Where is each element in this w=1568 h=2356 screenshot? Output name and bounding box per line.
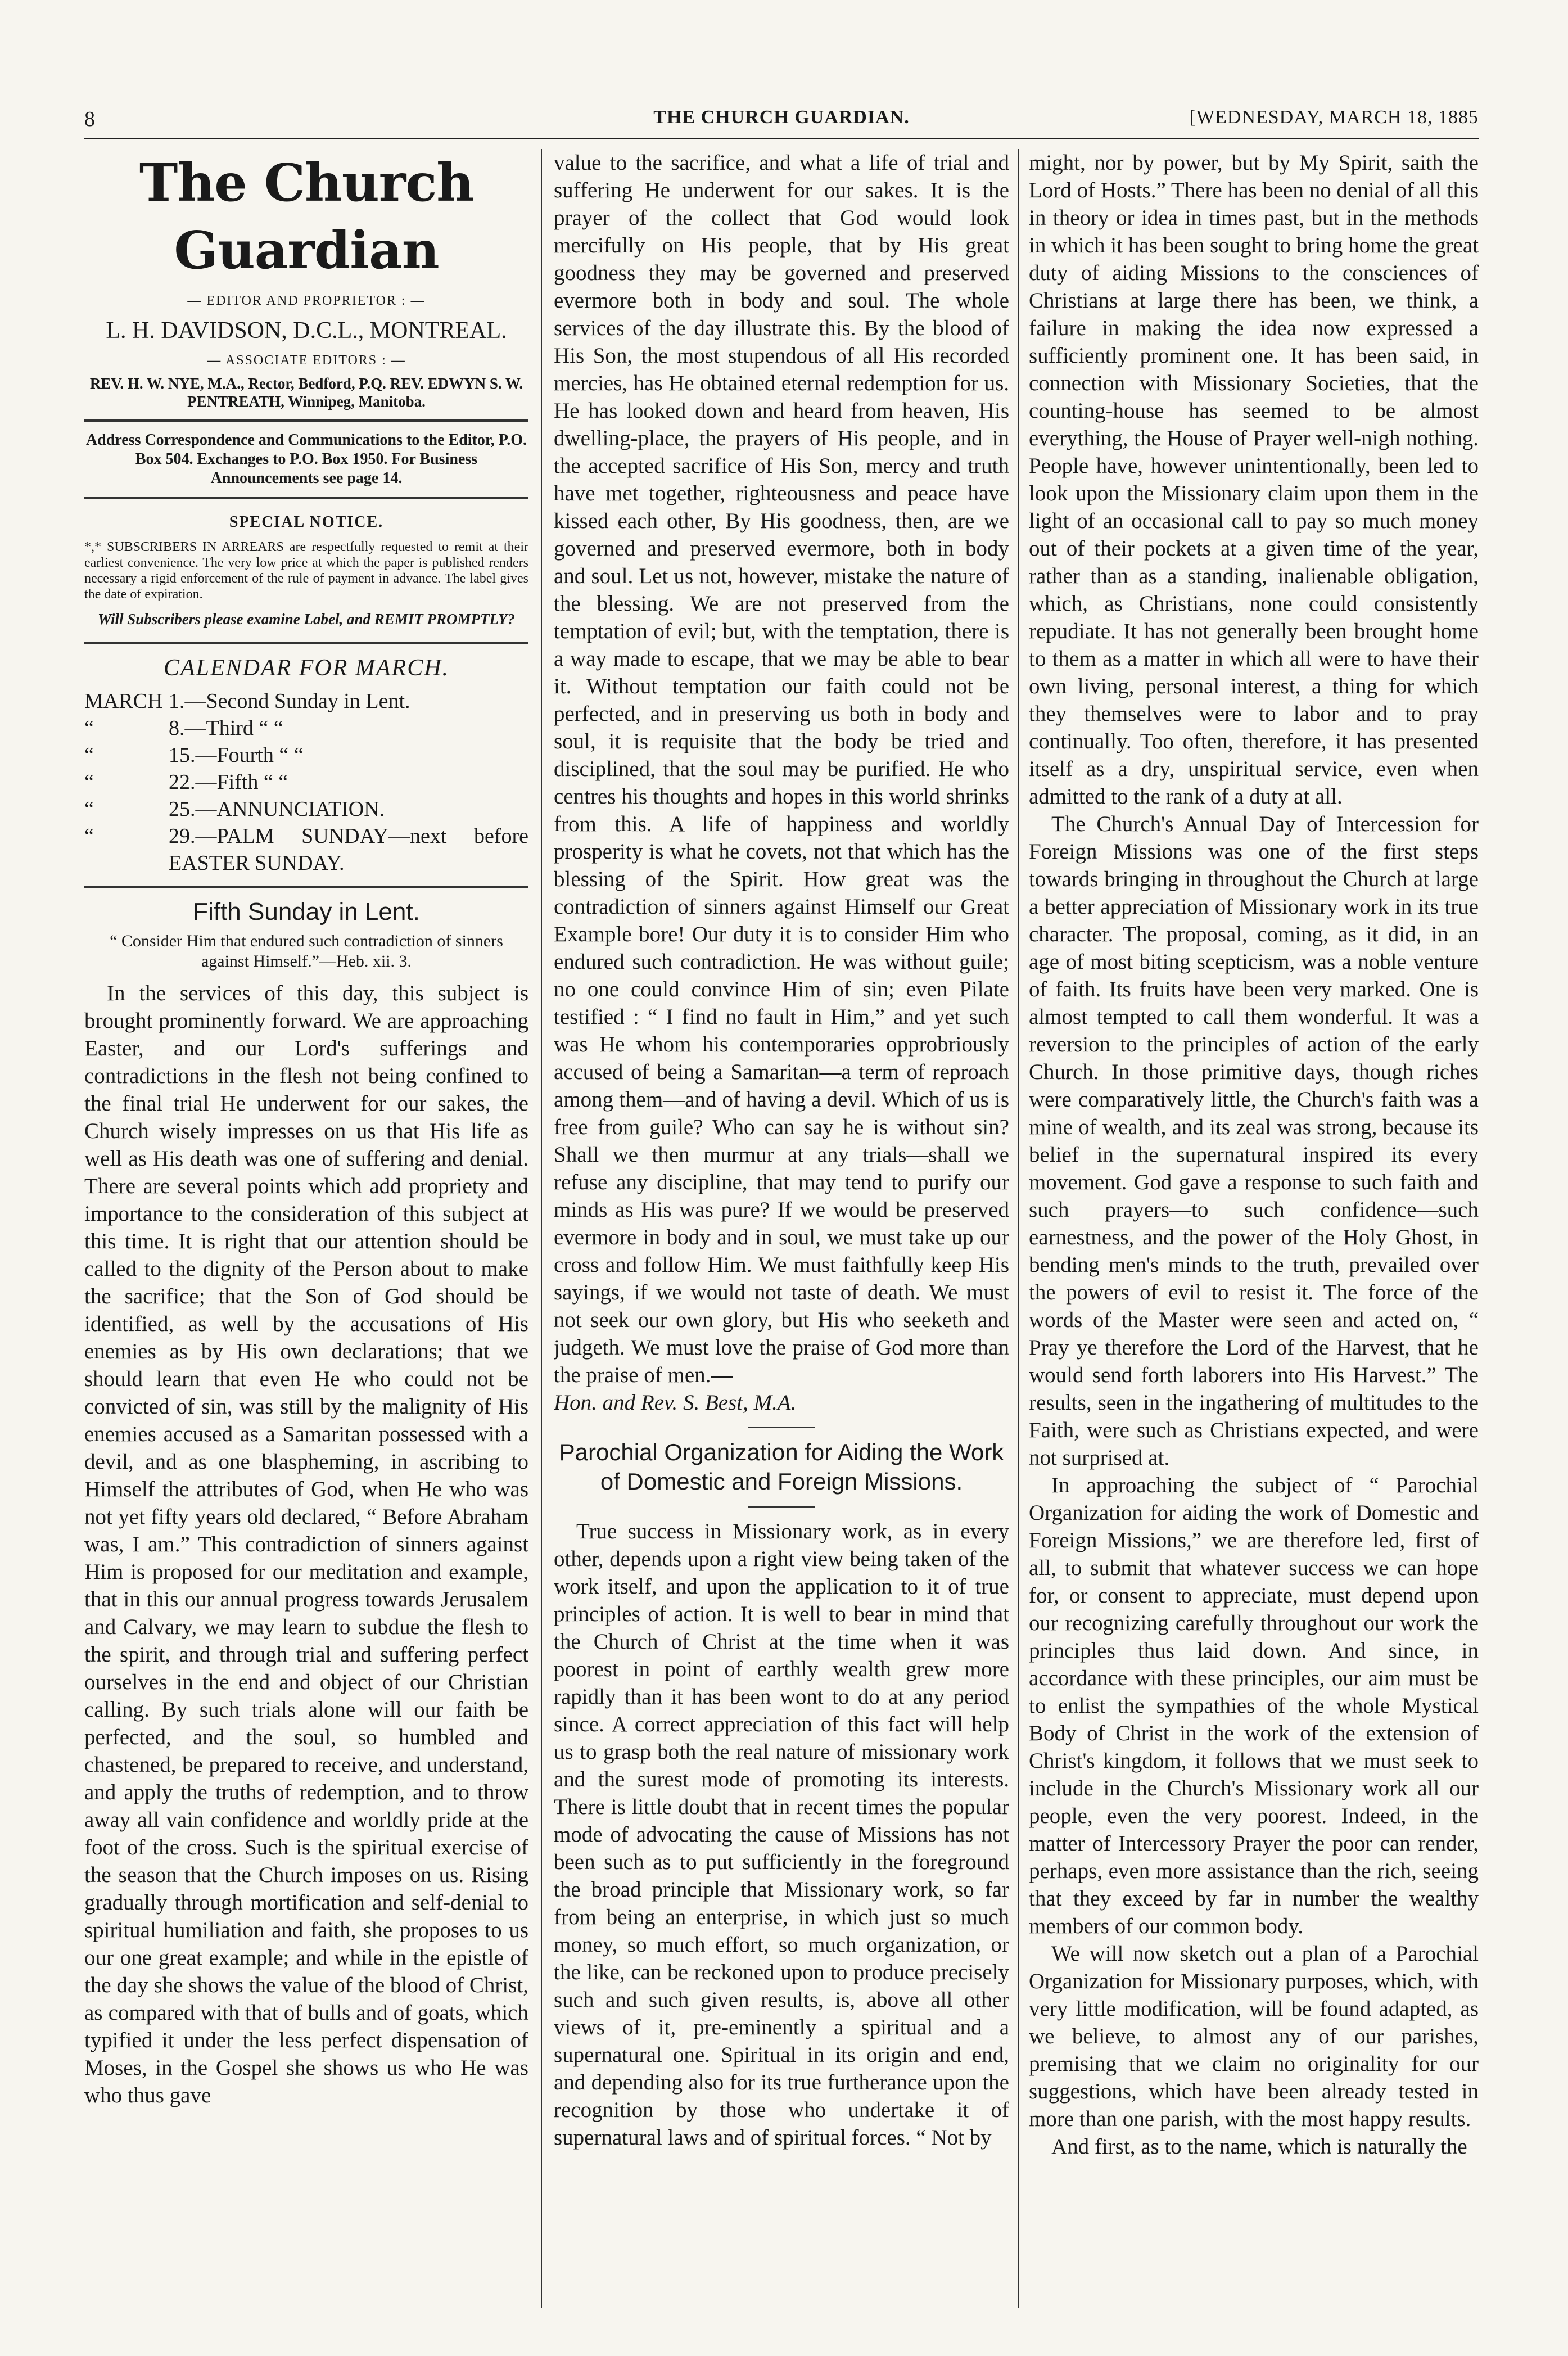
associates-label: — ASSOCIATE EDITORS : —: [207, 353, 406, 368]
calendar-entry: 22.—Fifth “ “: [169, 770, 288, 794]
special-notice-heading: SPECIAL NOTICE.: [229, 513, 384, 531]
special-notice-emphasis: Will Subscribers please examine Label, and REMIT PROMPTLY?: [98, 611, 515, 628]
column-3: [1029, 149, 1479, 2308]
divider: [748, 1427, 815, 1428]
column-1: [84, 149, 528, 2308]
calendar-month: “: [84, 824, 94, 848]
article-paragraph: We will now sketch out a plan of a Parochial Organization for Missionary purposes, which, with very little modification, will be found adapted, as we believe, to almost any of our parishes, premising that we claim no originality for our suggestions, which have been already tested in more than one parish, with the most happy results.: [1029, 1942, 1479, 2131]
masthead-title: The Church Guardian: [139, 152, 474, 281]
article-paragraph: value to the sacrifice, and what a life of trial and suffering He underwent for our sakes. It is the prayer of the collect that God would look mercifully on His people, that by His great goodness they may be governed and preserved evermore both in body and soul. The whole services of the day illustrate this. By the blood of His Son, the most stupendous of all His recorded mercies, has He obtained eternal redemption for us. He has looked down and heard from heaven, His dwelling-place, the prayers of His people, and in the accepted sacrifice of His Son, mercy and truth have met together, righteousness and peace have kissed each other, By His goodness, then, are we governed and preserved evermore, both in body and soul. Let us not, however, mistake the nature of the blessing. We are not preserved from the temptation of evil; but, with the temptation, there is a way made to escape, that we may be able to bear it. Without temptation our faith could not be perfected, and in preserving us both in body and soul, it is requisite that the body be tried and disciplined, that the soul may be purified. He who centres his thoughts and hopes in this world shrinks from this. A life of happiness and worldly prosperity is what he covets, not that which has the blessing of the Spirit. How great was the contradiction of sinners against Himself our Great Example bore! Our duty it is to consider Him who endured such contradiction. He was without guile; no one could convince Him of sin; even Pilate testified : “ I find no fault in Him,” and yet such was He whom his contemporaries opprobriously accused of being a Samaritan—a term of reproach among them—and of having a devil. Which of us is free from guile? Who can say he is without sin? Shall we then murmur at any trials—shall we refuse any discipline, that may tend to purify our minds as His was pure? If we would be preserved evermore in body and in soul, we must take up our cross and follow Him. We must faithfully keep His sayings, if we would not taste of death. We must not seek our own glory, but His who seeketh and judgeth. We must love the praise of God more than the praise of men.—: [554, 151, 1009, 1387]
calendar-entry: 25.—ANNUNCIATION.: [169, 797, 385, 821]
article-paragraph: And first, as to the name, which is naturally the: [1051, 2134, 1467, 2159]
article-paragraph: In the services of this day, this subject is brought prominently forward. We are approaching Easter, and our Lord's sufferings and contradictions in the flesh not being confined to the final trial He underwent for our sakes, the Church wisely impresses on us that His life as well as His death was one of suffering and denial. There are several points which add propriety and importance to the consideration of this subject at this time. It is right that our attention should be called to the dignity of the Person about to make the sacrifice; that the Son of God should be identified, as well by the accusations of His enemies as by His own declarations; that we should learn that even He who could not be convicted of sin, was still by the malignity of His enemies accused as a Samaritan possessed with a devil, and as one blaspheming, in ascribing to Himself the attributes of God, when He who was not yet fifty years old declared, “ Before Abraham was, I am.” This contradiction of sinners against Him is proposed for our meditation and example, that in this our annual progress towards Jerusalem and Calvary, we may learn to subdue the flesh to the spirit, and through trial and suffering perfect ourselves in the end and object of our Christian calling. By such trials alone will our faith be perfected, and the soul, so humbled and chastened, be prepared to receive, and understand, and apply the truths of redemption, and to throw away all vain confidence and worldly pride at the foot of the cross. Such is the spiritual exercise of the season that the Church imposes on us. Rising gradually through mortification and self-denial to spiritual humiliation and faith, she proposes to us our one great example; and while in the epistle of the day she shows the value of the blood of Christ, as compared with that of bulls and of goats, which typified it under the less perfect dispensation of Moses, in the Gospel she shows us who He was who thus gave: [84, 981, 528, 2107]
calendar-row: [84, 742, 528, 769]
divider: [84, 419, 528, 422]
article-epigraph: “ Consider Him that endured such contradiction of sinners against Himself.”—Heb. xii. 3.: [110, 932, 503, 971]
column-2: [554, 149, 1009, 2308]
special-notice-body: *,* SUBSCRIBERS IN ARREARS are respectfully requested to remit at their earliest convenience. The very low price at which the paper is published renders necessary a rigid enforcement of the rule of payment in advance. The label gives the date of expiration.: [84, 540, 528, 602]
calendar-month: “: [84, 797, 94, 821]
calendar-entry: 29.—PALM SUNDAY—next before EASTER SUNDAY.: [169, 824, 528, 875]
calendar-month: “: [84, 716, 94, 740]
article-signature: Hon. and Rev. S. Best, M.A.: [554, 1391, 797, 1415]
issue-date: [WEDNESDAY, MARCH 18, 1885: [1189, 107, 1479, 128]
page-number: 8: [84, 107, 96, 131]
calendar-row: [84, 688, 528, 715]
divider: [84, 497, 528, 499]
column-divider: [541, 149, 542, 2308]
article-title: Fifth Sunday in Lent.: [193, 898, 420, 926]
calendar-row: [84, 796, 528, 823]
calendar-row: [84, 715, 528, 742]
calendar-list: [84, 688, 528, 877]
divider: [748, 1506, 815, 1508]
calendar-month: MARCH: [84, 689, 163, 713]
editor-name: L. H. DAVIDSON, D.C.L., MONTREAL.: [106, 318, 507, 344]
associate-editors: REV. H. W. NYE, M.A., Rector, Bedford, P.Q. REV. EDWYN S. W. PENTREATH, Winnipeg, Manitoba.: [89, 375, 523, 410]
divider: [84, 642, 528, 644]
running-title: THE CHURCH GUARDIAN.: [653, 107, 910, 128]
article-paragraph: True success in Missionary work, as in every other, depends upon a right view being taken of the work itself, and upon the application to it of true principles of action. It is well to bear in mind that the Church of Christ at the time when it was poorest in point of earthly wealth grew more rapidly than it has been wont to do at any period since. A correct appreciation of this fact will help us to grasp both the real nature of missionary work and the surest mode of promoting its interests. There is little doubt that in recent times the popular mode of advocating the cause of Missions has not been such as to put sufficiently in the foreground the broad principle that Missionary work, so far from being an enterprise, in which just so much money, so much effort, so much organization, or the like, can be reckoned upon to produce precisely such and such given results, is, above all other views of it, pre-eminently a spiritual and a supernatural one. Spiritual in its origin and end, and depending also for its true furtherance upon the recognition by those who undertake it of supernatural laws and of spiritual forces. “ Not by: [554, 1519, 1009, 2150]
calendar-row: [84, 823, 528, 877]
article-paragraph: In approaching the subject of “ Parochial Organization for aiding the work of Domestic and Foreign Missions,” we are therefore led, first of all, to submit that whatever success we can hope for, or consent to appreciate, must depend upon our recognizing carefully throughout our work the principles thus laid down. And since, in accordance with these principles, our aim must be to enlist the sympathies of the whole Mystical Body of Christ in the work of the extension of Christ's kingdom, it follows that we must seek to include in the Church's Missionary work all our people, even the very poorest. Indeed, in the matter of Intercessory Prayer the poor can render, perhaps, even more assistance than the rich, seeing that they exceed by far in number the wealthy members of our common body.: [1029, 1473, 1479, 1938]
calendar-row: [84, 769, 528, 796]
column-divider: [1018, 149, 1019, 2308]
address-notice: Address Correspondence and Communications to the Editor, P.O. Box 504. Exchanges to P.O. Box 1950. For Business Announcements see page 14.: [85, 431, 527, 487]
calendar-month: “: [84, 770, 94, 794]
article-title: Parochial Organization for Aiding the Work of Domestic and Foreign Missions.: [559, 1439, 1004, 1495]
article-paragraph: might, nor by power, but by My Spirit, saith the Lord of Hosts.” There has been no denial of all this in theory or idea in times past, but in the methods in which it has been sought to bring home the great duty of aiding Missions to the consciences of Christians at large there has been, we think, a failure in making the idea now expressed a sufficiently prominent one. It has been said, in connection with Missionary Societies, that the counting-house has seemed to be almost everything, the House of Prayer well-nigh nothing. People have, however unintentionally, been led to look upon the Missionary claim upon them in the light of an occasional call to pay so much money out of their pockets at a given time of the year, rather than as a standing, inalienable obligation, which, as Christians, none could consistently repudiate. It has not generally been brought home to them as a matter in which all were to have their own living, personal interest, a thing for which they themselves were to labor and to pray continually. Too often, therefore, it has presented itself as a dry, unspiritual service, even when admitted to the rank of a duty at all.: [1029, 151, 1479, 809]
divider: [84, 886, 528, 888]
calendar-title: CALENDAR FOR MARCH.: [163, 655, 450, 681]
header-rule: [84, 138, 1479, 139]
calendar-entry: 1.—Second Sunday in Lent.: [169, 689, 410, 713]
calendar-entry: 8.—Third “ “: [169, 716, 283, 740]
editor-label: — EDITOR AND PROPRIETOR : —: [187, 294, 426, 308]
calendar-month: “: [84, 743, 94, 767]
running-head: [84, 101, 1479, 135]
calendar-entry: 15.—Fourth “ “: [169, 743, 304, 767]
article-paragraph: The Church's Annual Day of Intercession for Foreign Missions was one of the first steps towards bringing in throughout the Church at large a better appreciation of Missionary work in its true character. The proposal, coming, as it did, in an age of most biting scepticism, was a noble venture of faith. Its fruits have been very marked. One is almost tempted to call them wonderful. It was a reversion to the principles of action of the early Church. In those primitive days, though riches were comparatively little, the Church's faith was a mine of wealth, and its zeal was strong, because its belief in the supernatural inspired its every movement. God gave a response to such faith and such prayers—to such confidence—such earnestness, and the power of the Holy Ghost, in bending men's minds to the truth, prevailed over the powers of evil to resist it. The force of the words of the Master were seen and acted on, “ Pray ye therefore the Lord of the Harvest, that he would send forth laborers into His Harvest.” The results, seen in the ingathering of multitudes to the Faith, were such as Christians expected, and were not surprised at.: [1029, 812, 1479, 1470]
